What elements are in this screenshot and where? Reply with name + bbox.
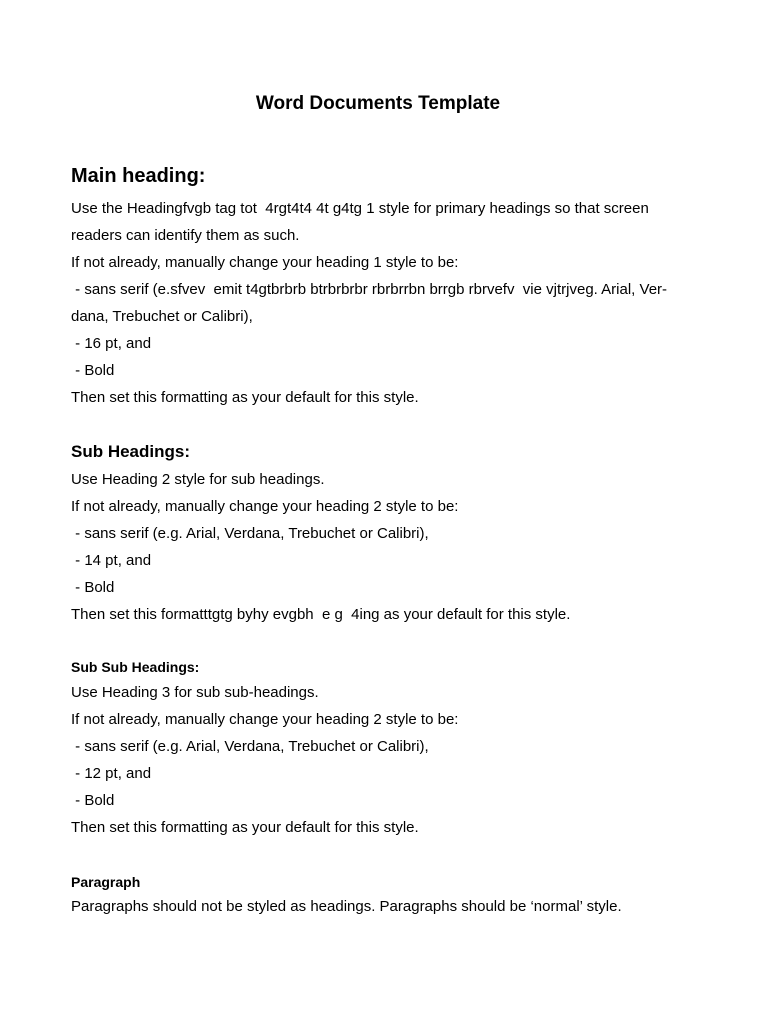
main-heading-section (71, 163, 691, 411)
sub-sub-headings-title: Sub Sub Headings: (71, 659, 200, 675)
body-line: Then set this formatting as your default for this style. (71, 389, 419, 406)
body-line: If not already, manually change your heading 1 style to be: (71, 254, 459, 271)
sub-headings-title: Sub Headings: (71, 442, 191, 461)
main-heading-title: Main heading: (71, 165, 206, 187)
body-line: If not already, manually change your heading 2 style to be: (71, 498, 459, 515)
body-line: Use Heading 3 for sub sub-headings. (71, 684, 319, 701)
body-line: Use Heading 2 style for sub headings. (71, 471, 325, 488)
body-line: - Bold (71, 579, 115, 596)
body-line: - Bold (71, 362, 115, 379)
body-line: If not already, manually change your heading 2 style to be: (71, 711, 459, 728)
body-line: Use the Headingfvgb tag tot 4rgt4t4 4t g4tg 1 style for primary headings so that screen (71, 200, 649, 217)
body-line: - sans serif (e.g. Arial, Verdana, Trebuchet or Calibri), (71, 525, 429, 542)
body-line: - sans serif (e.g. Arial, Verdana, Trebuchet or Calibri), (71, 738, 429, 755)
document-title: Word Documents Template (255, 93, 501, 114)
body-line: Then set this formatttgtg byhy evgbh e g 4ing as your default for this style. (71, 606, 571, 623)
paragraph-section (71, 873, 691, 920)
sub-sub-headings-section (71, 658, 691, 841)
body-line: - Bold (71, 792, 115, 809)
paragraph-title: Paragraph (71, 874, 141, 890)
body-line: readers can identify them as such. (71, 227, 300, 244)
body-line: Then set this formatting as your default for this style. (71, 819, 419, 836)
body-line: - sans serif (e.sfvev emit t4gtbrbrb btrbrbrbr rbrbrrbn brrgb rbrvefv vie vjtrjveg. Arial, Ver- (71, 281, 668, 298)
body-line: - 16 pt, and (71, 335, 152, 352)
body-line: dana, Trebuchet or Calibri), (71, 308, 253, 325)
sub-headings-section (71, 441, 691, 628)
body-line: - 14 pt, and (71, 552, 152, 569)
body-line: - 12 pt, and (71, 765, 152, 782)
body-line: Paragraphs should not be styled as headings. Paragraphs should be ‘normal’ style. (71, 898, 622, 915)
